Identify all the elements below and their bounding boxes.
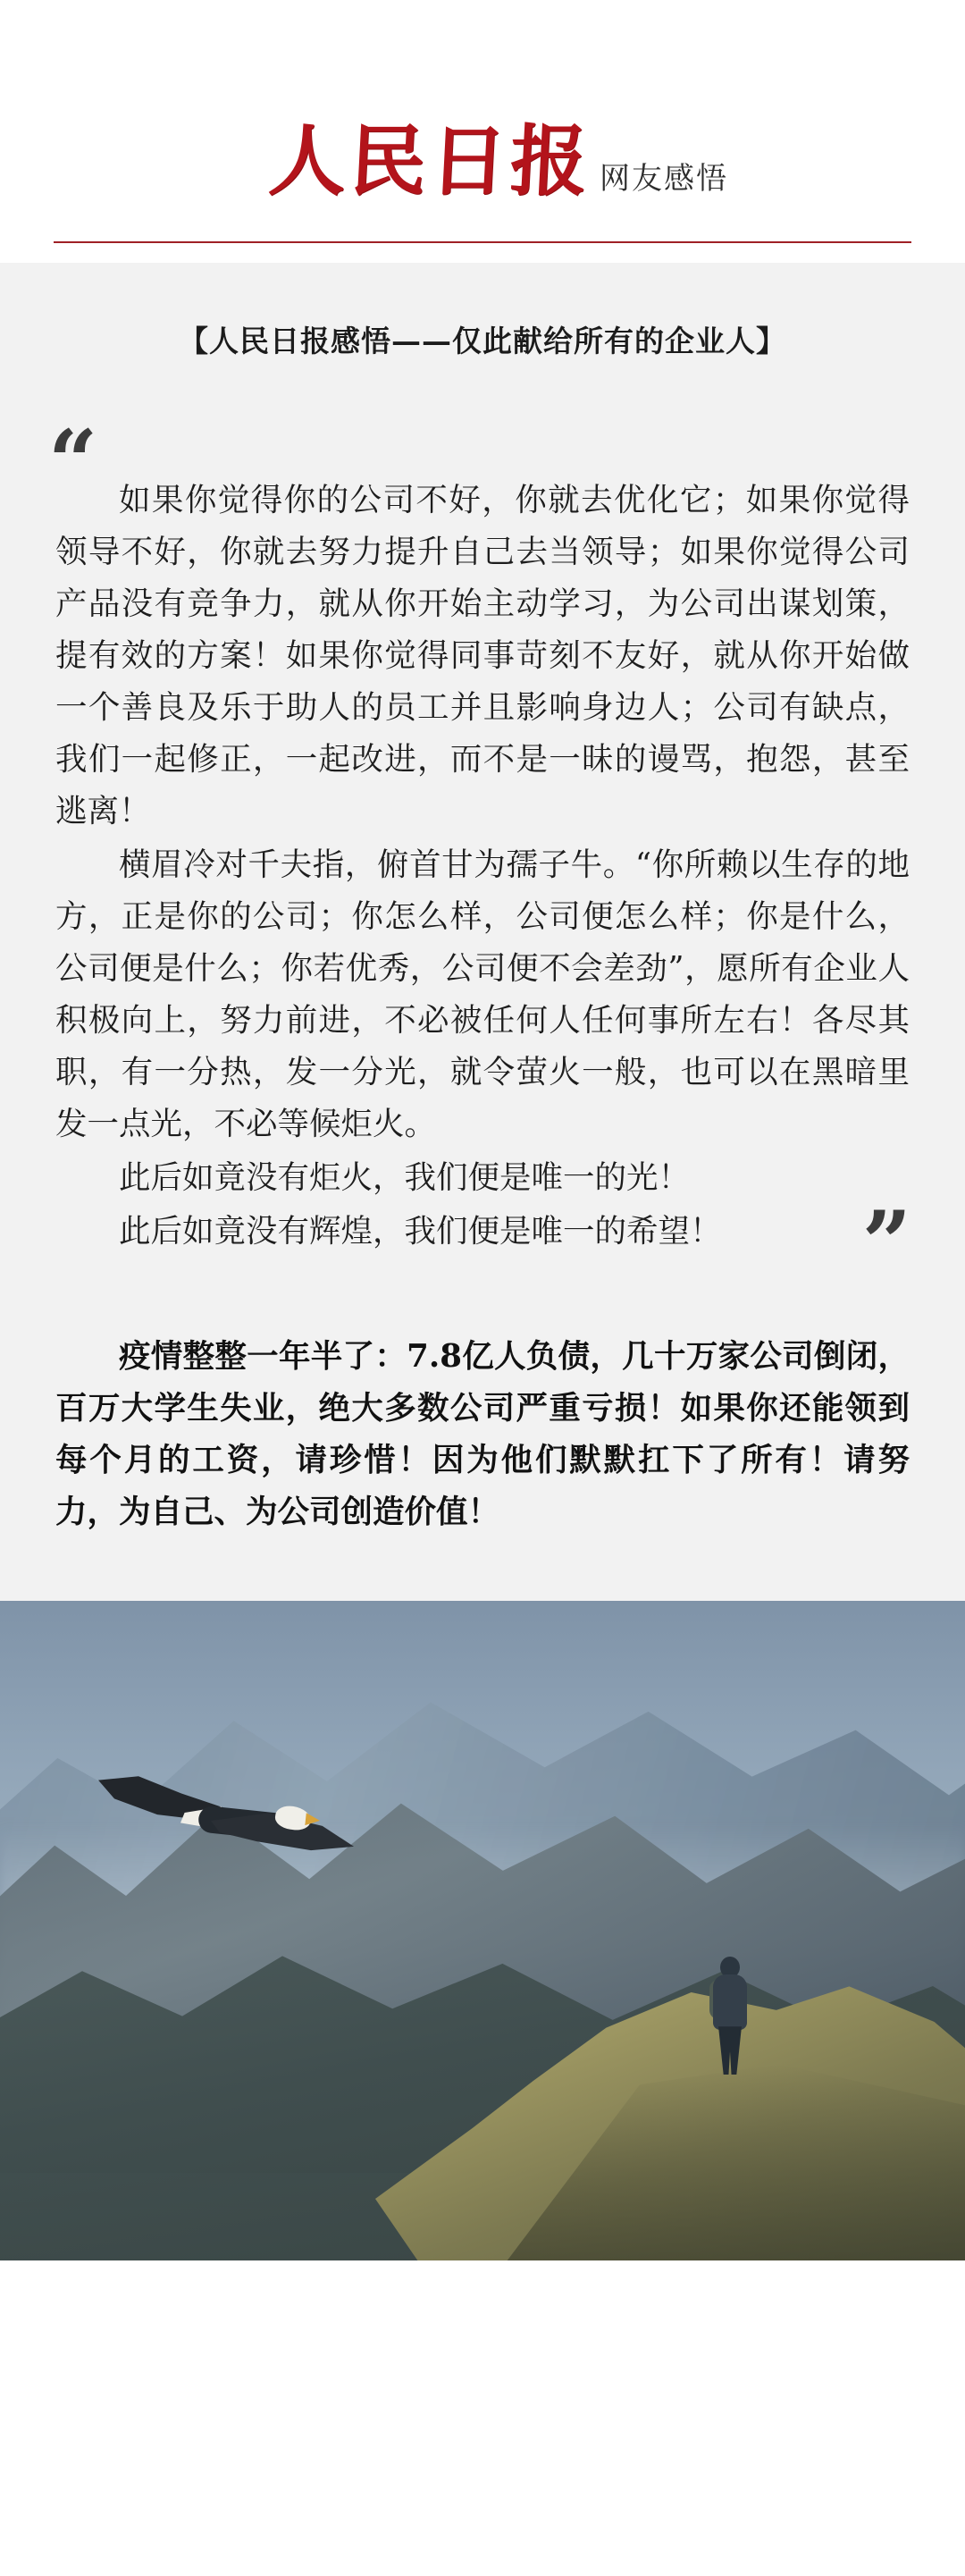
page-title: 【人民日报感悟——仅此献给所有的企业人】 bbox=[179, 324, 786, 359]
quote-open-icon: “ bbox=[48, 411, 98, 513]
eagle-beak bbox=[305, 1813, 320, 1827]
paragraph: 如果你觉得你的公司不好，你就去优化它；如果你觉得领导不好，你就去努力提升自己去当领导；如果你觉得公司产品没有竞争力，就从你开始主动学习，为公司出谋划策，提有效的方案！如果你觉得同事苛刻不友好，就从你开始做一个善良及乐于助人的员工并且影响身边人；公司有缺点，我们一起修正，一起改进，而不是一昧的谩骂，抱怨，甚至逃离！ bbox=[55, 482, 910, 830]
masthead bbox=[0, 0, 965, 243]
paragraph: 此后如竟没有辉煌，我们便是唯一的希望！ bbox=[119, 1213, 722, 1250]
quote-block bbox=[0, 411, 965, 1294]
hiker-torso bbox=[713, 1974, 747, 2030]
emphasis-paragraph: 疫情整整一年半了：7.8亿人负债，几十万家公司倒闭，百万大学生失业，绝大多数公司严重亏损！如果你还能领到每个月的工资，请珍惜！因为他们默默扛下了所有！请努力，为自己、为公司创造价值！ bbox=[55, 1338, 910, 1531]
brand-title: 人民日报 bbox=[266, 116, 593, 206]
quote-close-icon: ” bbox=[861, 1192, 911, 1294]
paragraph: 此后如竟没有炬火，我们便是唯一的光！ bbox=[119, 1159, 691, 1197]
article-body bbox=[0, 263, 965, 1601]
hero-photo bbox=[0, 1601, 965, 2260]
quote-paragraphs bbox=[55, 412, 910, 1281]
masthead-divider bbox=[54, 241, 911, 243]
eagle-icon bbox=[98, 1771, 366, 1896]
masthead-inner bbox=[266, 116, 728, 243]
hiker-figure bbox=[709, 1957, 751, 2075]
brand-subtitle: 网友感悟 bbox=[600, 163, 728, 196]
hiker-legs bbox=[718, 2026, 742, 2075]
paragraph: 横眉冷对千夫指，俯首甘为孺子牛。“你所赖以生存的地方，正是你的公司；你怎么样，公司便怎么样；你是什么，公司便是什么；你若优秀，公司便不会差劲”，愿所有企业人积极向上，努力前进，不必被任何人任何事所左右！各尽其职，有一分热，发一分光，就令萤火一般，也可以在黑暗里发一点光，不必等候炬火。 bbox=[55, 846, 910, 1143]
